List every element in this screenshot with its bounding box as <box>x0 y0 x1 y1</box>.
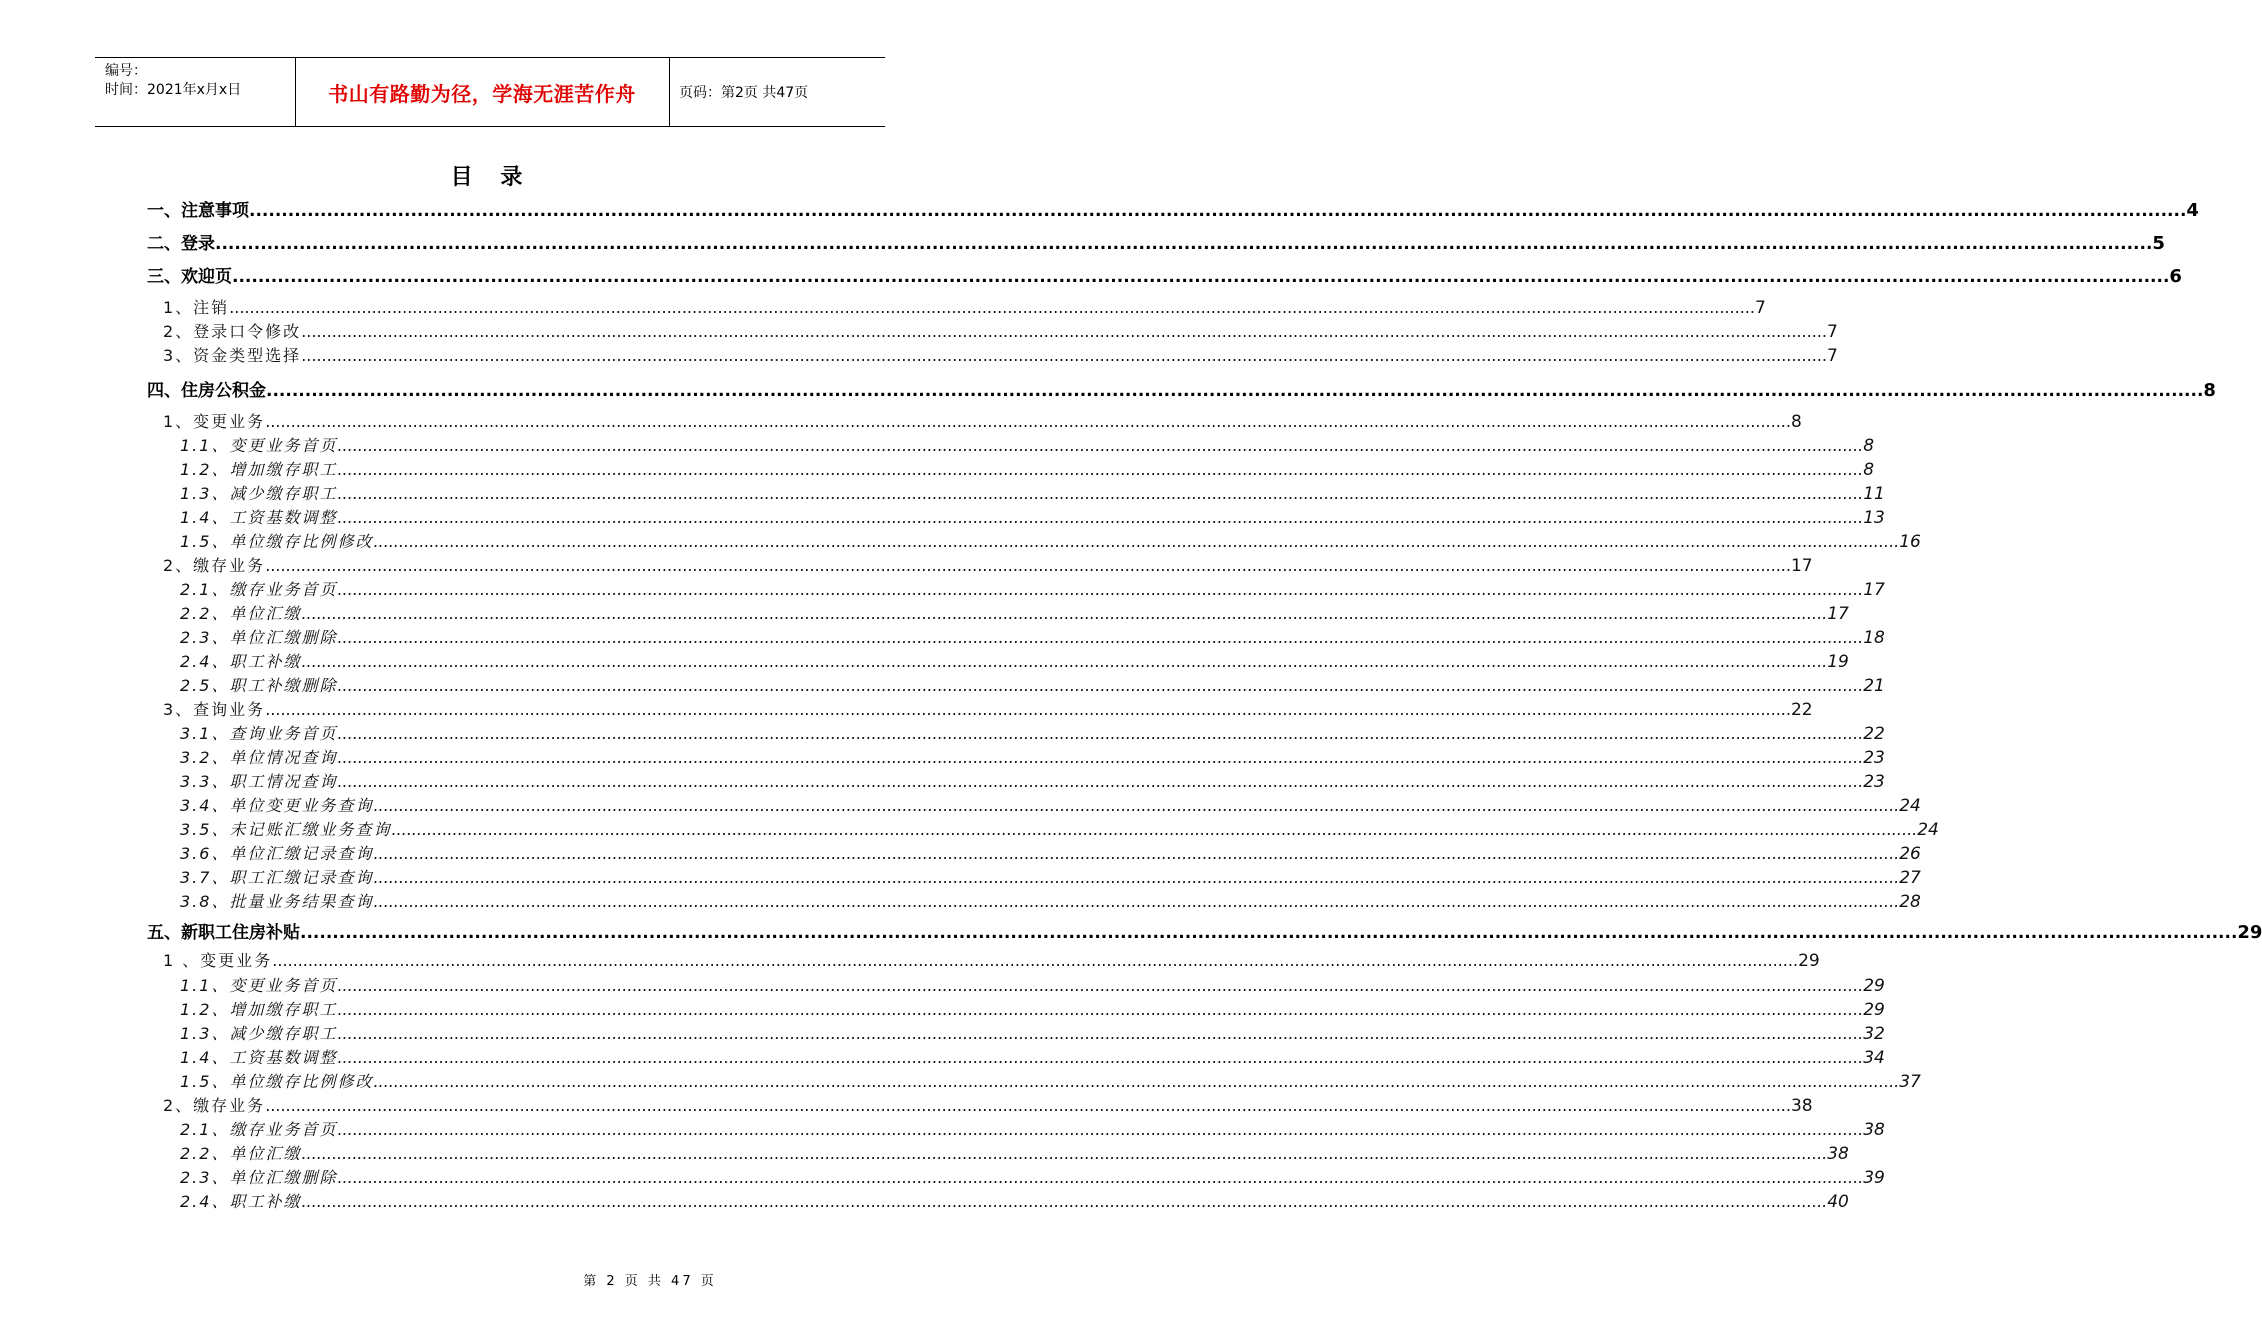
toc-entry-page: 11 <box>1863 484 1885 504</box>
toc-entry-page: 4 <box>2186 200 2199 221</box>
toc-entry-page: 28 <box>1899 892 1921 912</box>
toc-entry-label: 2.1、缴存业务首页 <box>180 580 338 599</box>
toc-entry-page: 8 <box>2203 380 2216 401</box>
toc-entry[interactable] <box>180 1021 1885 1044</box>
toc-entry-page: 32 <box>1863 1024 1885 1044</box>
header-page-info: 页码：第2页 共47页 <box>679 85 809 101</box>
toc-entry[interactable] <box>180 1165 1885 1188</box>
toc-entry-page: 34 <box>1863 1048 1885 1068</box>
toc-entry[interactable] <box>180 1117 1885 1140</box>
toc-leader-dots: ............................................................................................................................................................................................................................................................................................................ <box>373 844 1900 863</box>
number-label: 编号： <box>105 63 147 79</box>
toc-entry[interactable] <box>163 697 1813 720</box>
toc-leader-dots: ............................................................................................................................................................................................................................................................................................................ <box>337 1168 1864 1187</box>
toc-entry-label: 3、资金类型选择 <box>163 346 302 365</box>
toc-entry-label: 一、注意事项 <box>147 201 249 221</box>
toc-leader-dots: ............................................................................................................................................................................................................................................................................................................ <box>265 556 1791 575</box>
toc-entry[interactable] <box>180 1069 1921 1092</box>
toc-entry-label: 四、住房公积金 <box>147 381 266 401</box>
toc-leader-dots: ............................................................................................................................................................................................................................................................................................................ <box>300 923 2238 943</box>
toc-entry[interactable] <box>163 553 1813 576</box>
toc-entry-label: 1.5、单位缴存比例修改 <box>180 532 374 551</box>
toc-entry-page: 22 <box>1863 724 1885 744</box>
toc-entry-page: 39 <box>1863 1168 1885 1188</box>
toc-leader-dots: ............................................................................................................................................................................................................................................................................................................ <box>337 580 1864 599</box>
toc-leader-dots: ............................................................................................................................................................................................................................................................................................................ <box>337 1048 1864 1067</box>
toc-entry[interactable] <box>147 196 2199 221</box>
toc-entry[interactable] <box>163 1093 1813 1116</box>
toc-entry[interactable] <box>147 262 2182 287</box>
toc-entry-page: 38 <box>1790 1096 1813 1116</box>
toc-entry[interactable] <box>147 918 2262 943</box>
toc-entry[interactable] <box>180 505 1885 528</box>
toc-leader-dots: ............................................................................................................................................................................................................................................................................................................ <box>249 201 2187 221</box>
toc-entry[interactable] <box>163 948 1820 971</box>
toc-entry-label: 1.3、减少缴存职工 <box>180 1024 338 1043</box>
toc-entry-label: 二、登录 <box>147 234 215 254</box>
toc-entry[interactable] <box>180 745 1885 768</box>
toc-entry-label: 2.3、单位汇缴删除 <box>180 628 338 647</box>
toc-entry-page: 29 <box>1863 1000 1885 1020</box>
toc-leader-dots: ............................................................................................................................................................................................................................................................................................................ <box>391 820 1918 839</box>
toc-leader-dots: ............................................................................................................................................................................................................................................................................................................ <box>301 1144 1828 1163</box>
toc-leader-dots: ............................................................................................................................................................................................................................................................................................................ <box>337 436 1864 455</box>
toc-leader-dots: ............................................................................................................................................................................................................................................................................................................ <box>301 322 1827 341</box>
time-label: 时间：2021年x月x日 <box>105 82 242 98</box>
toc-leader-dots: ............................................................................................................................................................................................................................................................................................................ <box>215 234 2153 254</box>
toc-entry-label: 五、新职工住房补贴 <box>147 923 300 943</box>
toc-entry-label: 1.1、变更业务首页 <box>180 976 338 995</box>
toc-leader-dots: ............................................................................................................................................................................................................................................................................................................ <box>337 508 1864 527</box>
toc-entry[interactable] <box>180 601 1849 624</box>
toc-leader-dots: ............................................................................................................................................................................................................................................................................................................ <box>373 892 1900 911</box>
toc-leader-dots: ............................................................................................................................................................................................................................................................................................................ <box>337 628 1864 647</box>
toc-entry-page: 13 <box>1863 508 1885 528</box>
toc-entry[interactable] <box>163 343 1838 366</box>
toc-leader-dots: ............................................................................................................................................................................................................................................................................................................ <box>301 1192 1828 1211</box>
toc-entry-page: 19 <box>1827 652 1849 672</box>
toc-entry-label: 2.4、职工补缴 <box>180 1192 302 1211</box>
toc-entry[interactable] <box>180 673 1885 696</box>
toc-entry-label: 2.3、单位汇缴删除 <box>180 1168 338 1187</box>
toc-entry-page: 7 <box>1826 322 1838 342</box>
toc-leader-dots: ............................................................................................................................................................................................................................................................................................................ <box>229 298 1755 317</box>
toc-entry[interactable] <box>180 889 1921 912</box>
toc-leader-dots: ............................................................................................................................................................................................................................................................................................................ <box>337 772 1864 791</box>
toc-entry-label: 2.2、单位汇缴 <box>180 604 302 623</box>
toc-entry-page: 24 <box>1899 796 1921 816</box>
toc-entry[interactable] <box>180 973 1885 996</box>
toc-entry[interactable] <box>180 721 1885 744</box>
toc-entry-page: 5 <box>2152 233 2165 254</box>
toc-entry-label: 2.2、单位汇缴 <box>180 1144 302 1163</box>
toc-entry[interactable] <box>147 229 2165 254</box>
toc-entry-label: 3.7、职工汇缴记录查询 <box>180 868 374 887</box>
toc-leader-dots: ............................................................................................................................................................................................................................................................................................................ <box>337 976 1864 995</box>
toc-leader-dots: ............................................................................................................................................................................................................................................................................................................ <box>337 484 1864 503</box>
toc-entry[interactable] <box>180 841 1921 864</box>
page-header <box>95 57 885 127</box>
toc-entry-label: 1.5、单位缴存比例修改 <box>180 1072 374 1091</box>
toc-entry[interactable] <box>180 577 1885 600</box>
toc-entry[interactable] <box>147 376 2216 401</box>
toc-leader-dots: ............................................................................................................................................................................................................................................................................................................ <box>337 724 1864 743</box>
toc-leader-dots: ............................................................................................................................................................................................................................................................................................................ <box>337 748 1864 767</box>
toc-entry-label: 三、欢迎页 <box>147 267 232 287</box>
toc-entry[interactable] <box>180 1189 1849 1212</box>
toc-leader-dots: ............................................................................................................................................................................................................................................................................................................ <box>265 700 1791 719</box>
toc-entry-page: 26 <box>1899 844 1921 864</box>
toc-entry-label: 1.4、工资基数调整 <box>180 508 338 527</box>
toc-entry-page: 23 <box>1863 748 1885 768</box>
toc-leader-dots: ............................................................................................................................................................................................................................................................................................................ <box>266 381 2204 401</box>
toc-entry-page: 27 <box>1899 868 1921 888</box>
toc-leader-dots: ............................................................................................................................................................................................................................................................................................................ <box>337 1120 1864 1139</box>
toc-entry[interactable] <box>180 649 1849 672</box>
toc-entry-page: 17 <box>1827 604 1849 624</box>
toc-leader-dots: ............................................................................................................................................................................................................................................................................................................ <box>373 796 1900 815</box>
toc-entry-page: 29 <box>2237 922 2262 943</box>
toc-entry[interactable] <box>163 409 1802 432</box>
toc-entry-page: 23 <box>1863 772 1885 792</box>
toc-entry-label: 2、缴存业务 <box>163 1096 266 1115</box>
toc-entry[interactable] <box>163 319 1838 342</box>
toc-entry[interactable] <box>163 295 1766 318</box>
toc-entry-page: 8 <box>1863 460 1875 480</box>
toc-entry-label: 1 、变更业务 <box>163 951 273 970</box>
toc-entry-label: 1.3、减少缴存职工 <box>180 484 338 503</box>
toc-entry-label: 2、缴存业务 <box>163 556 266 575</box>
toc-entry-page: 17 <box>1790 556 1813 576</box>
toc-entry-label: 1.2、增加缴存职工 <box>180 460 338 479</box>
toc-entry[interactable] <box>180 529 1921 552</box>
toc-leader-dots: ............................................................................................................................................................................................................................................................................................................ <box>301 652 1828 671</box>
page-footer: 第 2 页 共 47 页 <box>583 1274 717 1289</box>
toc-leader-dots: ............................................................................................................................................................................................................................................................................................................ <box>301 346 1827 365</box>
toc-entry-page: 21 <box>1863 676 1885 696</box>
toc-entry[interactable] <box>180 1141 1849 1164</box>
toc-entry-page: 38 <box>1863 1120 1885 1140</box>
toc-entry-label: 1.1、变更业务首页 <box>180 436 338 455</box>
toc-entry-page: 37 <box>1899 1072 1921 1092</box>
toc-entry-page: 8 <box>1863 436 1875 456</box>
toc-entry-label: 3、查询业务 <box>163 700 266 719</box>
toc-entry[interactable] <box>180 793 1921 816</box>
toc-entry-label: 1.4、工资基数调整 <box>180 1048 338 1067</box>
header-meta <box>105 62 241 100</box>
toc-leader-dots: ............................................................................................................................................................................................................................................................................................................ <box>337 676 1864 695</box>
toc-entry[interactable] <box>180 769 1885 792</box>
toc-leader-dots: ............................................................................................................................................................................................................................................................................................................ <box>301 604 1828 623</box>
toc-entry-label: 1、变更业务 <box>163 412 266 431</box>
toc-entry-page: 16 <box>1899 532 1921 552</box>
toc-entry-page: 8 <box>1790 412 1802 432</box>
toc-entry-label: 3.1、查询业务首页 <box>180 724 338 743</box>
toc-entry-page: 17 <box>1863 580 1885 600</box>
toc-entry-page: 7 <box>1754 298 1766 318</box>
toc-leader-dots: ............................................................................................................................................................................................................................................................................................................ <box>337 1000 1864 1019</box>
toc-entry-page: 29 <box>1863 976 1885 996</box>
toc-entry[interactable] <box>180 1045 1885 1068</box>
toc-entry-page: 18 <box>1863 628 1885 648</box>
toc-entry-label: 3.8、批量业务结果查询 <box>180 892 374 911</box>
header-motto: 书山有路勤为径，学海无涯苦作舟 <box>328 81 636 106</box>
toc-leader-dots: ............................................................................................................................................................................................................................................................................................................ <box>373 532 1900 551</box>
toc-entry[interactable] <box>180 997 1885 1020</box>
toc-entry[interactable] <box>180 625 1885 648</box>
toc-entry-page: 29 <box>1798 951 1820 971</box>
toc-entry-label: 3.3、职工情况查询 <box>180 772 338 791</box>
toc-entry[interactable] <box>180 481 1885 504</box>
toc-leader-dots: ............................................................................................................................................................................................................................................................................................................ <box>373 868 1900 887</box>
toc-entry-label: 3.5、未记账汇缴业务查询 <box>180 820 392 839</box>
toc-entry[interactable] <box>180 817 1939 840</box>
toc-leader-dots: ............................................................................................................................................................................................................................................................................................................ <box>373 1072 1900 1091</box>
toc-leader-dots: ............................................................................................................................................................................................................................................................................................................ <box>272 951 1799 970</box>
toc-entry-label: 3.2、单位情况查询 <box>180 748 338 767</box>
toc-leader-dots: ............................................................................................................................................................................................................................................................................................................ <box>232 267 2170 287</box>
toc-entry[interactable] <box>180 457 1875 480</box>
toc-entry-label: 3.4、单位变更业务查询 <box>180 796 374 815</box>
toc-leader-dots: ............................................................................................................................................................................................................................................................................................................ <box>265 1096 1791 1115</box>
toc-entry[interactable] <box>180 865 1921 888</box>
toc-entry-page: 38 <box>1827 1144 1849 1164</box>
toc-entry-label: 2、登录口令修改 <box>163 322 302 341</box>
toc-leader-dots: ............................................................................................................................................................................................................................................................................................................ <box>265 412 1791 431</box>
toc-entry-label: 1.2、增加缴存职工 <box>180 1000 338 1019</box>
toc-entry-page: 22 <box>1790 700 1813 720</box>
toc-entry-label: 1、注销 <box>163 298 230 317</box>
page-title: 目 录 <box>450 165 533 190</box>
toc-leader-dots: ............................................................................................................................................................................................................................................................................................................ <box>337 460 1864 479</box>
toc-leader-dots: ............................................................................................................................................................................................................................................................................................................ <box>337 1024 1864 1043</box>
toc-entry-label: 2.1、缴存业务首页 <box>180 1120 338 1139</box>
toc-entry-label: 2.4、职工补缴 <box>180 652 302 671</box>
toc-entry-page: 24 <box>1917 820 1939 840</box>
toc-entry-label: 2.5、职工补缴删除 <box>180 676 338 695</box>
toc-entry-page: 40 <box>1827 1192 1849 1212</box>
header-divider <box>669 58 670 126</box>
toc-entry-page: 7 <box>1826 346 1838 366</box>
toc-entry-label: 3.6、单位汇缴记录查询 <box>180 844 374 863</box>
toc-entry-page: 6 <box>2169 266 2182 287</box>
toc-entry[interactable] <box>180 433 1875 456</box>
